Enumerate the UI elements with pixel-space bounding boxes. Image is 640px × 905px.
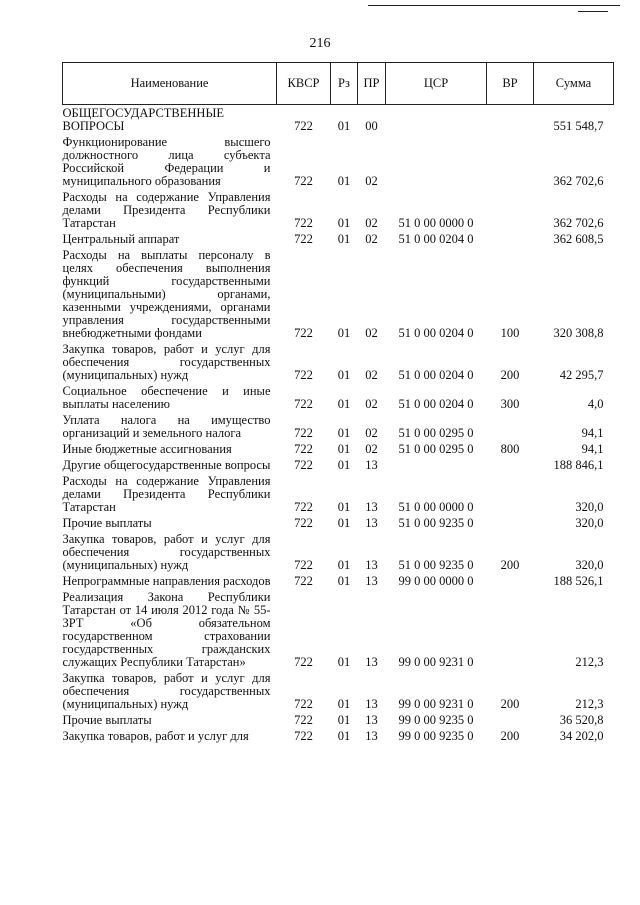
table-row xyxy=(63,341,614,383)
row-name: Реализация Закона Республики Татарстан от 14 июля 2012 года № 55-ЗРТ «Об обязательном государственном страховании государственных гражданских служащих Республики Татарстан» xyxy=(62,590,271,669)
row-sum: 94,1 xyxy=(581,442,604,456)
row-vr xyxy=(487,105,534,135)
table-row xyxy=(63,589,614,670)
row-name: Закупка товаров, работ и услуг для обеспечения государственных (муниципальных) нужд xyxy=(62,532,271,572)
row-csr: 99 0 00 0000 0 xyxy=(398,574,474,588)
row-name: Непрограммные направления расходов xyxy=(62,574,271,588)
row-pr: 13 xyxy=(365,516,378,530)
table-row xyxy=(63,457,614,473)
header-name: Наименование xyxy=(63,63,277,105)
row-csr: 51 0 00 0204 0 xyxy=(398,397,474,411)
row-csr: 51 0 00 9235 0 xyxy=(398,558,474,572)
row-kvsr: 722 xyxy=(294,174,313,188)
table-row xyxy=(63,573,614,589)
row-csr xyxy=(386,134,487,189)
row-name: Расходы на выплаты персоналу в целях обеспечения выполнения функций государственными (муниципальными) органами, казенными учреждениями, органами управления государственными внебюджетными фондами xyxy=(62,248,271,340)
row-vr xyxy=(487,134,534,189)
row-csr: 51 0 00 0000 0 xyxy=(398,500,474,514)
row-pr: 02 xyxy=(365,232,378,246)
row-sum: 212,3 xyxy=(575,655,604,669)
row-vr: 200 xyxy=(500,697,520,711)
row-pr: 02 xyxy=(365,326,378,340)
page-number: 216 xyxy=(309,36,331,51)
row-name: Другие общегосударственные вопросы xyxy=(62,458,271,472)
table-row xyxy=(63,441,614,457)
row-kvsr: 722 xyxy=(294,713,313,727)
row-sum: 320,0 xyxy=(575,516,604,530)
row-rz: 01 xyxy=(337,326,351,340)
row-name: Расходы на содержание Управления делами Президента Республики Татарстан xyxy=(62,474,271,514)
row-csr: 99 0 00 9231 0 xyxy=(398,697,474,711)
row-sum: 188 526,1 xyxy=(553,574,604,588)
budget-table xyxy=(62,62,614,744)
row-vr: 200 xyxy=(500,558,520,572)
row-rz: 01 xyxy=(337,655,351,669)
row-rz: 01 xyxy=(337,119,351,133)
row-name: Закупка товаров, работ и услуг для обеспечения государственных (муниципальных) нужд xyxy=(62,671,271,711)
row-name: ОБЩЕГОСУДАРСТВЕННЫЕ ВОПРОСЫ xyxy=(62,106,224,133)
row-pr: 13 xyxy=(365,697,378,711)
table-row xyxy=(63,247,614,341)
row-vr: 800 xyxy=(500,442,520,456)
row-sum: 362 702,6 xyxy=(553,174,604,188)
row-rz: 01 xyxy=(337,500,351,514)
header-kvsr: КВСР xyxy=(277,63,331,105)
row-name: Социальное обеспечение и иные выплаты населению xyxy=(62,384,271,411)
row-csr: 51 0 00 9235 0 xyxy=(398,516,474,530)
table-row xyxy=(63,412,614,441)
table-row xyxy=(63,134,614,189)
table-row xyxy=(63,189,614,231)
row-name: Расходы на содержание Управления делами Президента Республики Татарстан xyxy=(62,190,271,230)
row-pr: 02 xyxy=(365,174,378,188)
row-kvsr: 722 xyxy=(294,558,313,572)
row-pr: 13 xyxy=(365,574,378,588)
row-csr: 99 0 00 9235 0 xyxy=(398,713,474,727)
row-csr: 99 0 00 9231 0 xyxy=(398,655,474,669)
row-kvsr: 722 xyxy=(294,442,313,456)
row-sum: 188 846,1 xyxy=(553,458,604,472)
row-vr: 200 xyxy=(500,729,520,743)
row-kvsr: 722 xyxy=(294,397,313,411)
row-vr xyxy=(487,573,534,589)
row-rz: 01 xyxy=(337,174,351,188)
row-rz: 01 xyxy=(337,516,351,530)
row-sum: 36 520,8 xyxy=(559,713,604,727)
row-sum: 551 548,7 xyxy=(553,119,604,133)
row-vr xyxy=(487,231,534,247)
row-rz: 01 xyxy=(337,426,351,440)
row-rz: 01 xyxy=(337,458,351,472)
row-kvsr: 722 xyxy=(294,326,313,340)
row-sum: 320,0 xyxy=(575,558,604,572)
header-sum: Сумма xyxy=(534,63,614,105)
row-name: Функционирование высшего должностного лица субъекта Российской Федерации и муниципального образования xyxy=(62,135,271,188)
row-name: Центральный аппарат xyxy=(62,232,180,246)
row-sum: 212,3 xyxy=(575,697,604,711)
table-body xyxy=(63,105,614,745)
row-name: Закупка товаров, работ и услуг для обеспечения государственных (муниципальных) нужд xyxy=(62,342,271,382)
row-kvsr: 722 xyxy=(294,500,313,514)
row-name: Иные бюджетные ассигнования xyxy=(62,442,232,456)
row-pr: 02 xyxy=(365,368,378,382)
row-kvsr: 722 xyxy=(294,232,313,246)
row-rz: 01 xyxy=(337,558,351,572)
row-pr: 13 xyxy=(365,655,378,669)
row-pr: 02 xyxy=(365,426,378,440)
row-csr: 51 0 00 0204 0 xyxy=(398,232,474,246)
row-sum: 94,1 xyxy=(581,426,604,440)
row-kvsr: 722 xyxy=(294,368,313,382)
row-kvsr: 722 xyxy=(294,516,313,530)
row-name: Уплата налога на имущество организаций и земельного налога xyxy=(62,413,271,440)
row-kvsr: 722 xyxy=(294,655,313,669)
row-kvsr: 722 xyxy=(294,216,313,230)
row-csr: 51 0 00 0204 0 xyxy=(398,326,474,340)
row-sum: 34 202,0 xyxy=(559,729,604,743)
row-pr: 02 xyxy=(365,442,378,456)
row-pr: 13 xyxy=(365,558,378,572)
row-kvsr: 722 xyxy=(294,119,313,133)
row-csr: 51 0 00 0295 0 xyxy=(398,442,474,456)
table-row xyxy=(63,712,614,728)
row-rz: 01 xyxy=(337,232,351,246)
row-rz: 01 xyxy=(337,397,351,411)
row-rz: 01 xyxy=(337,442,351,456)
row-kvsr: 722 xyxy=(294,574,313,588)
row-rz: 01 xyxy=(337,729,351,743)
table-header-row xyxy=(63,63,614,105)
row-rz: 01 xyxy=(337,574,351,588)
row-vr xyxy=(487,189,534,231)
row-sum: 362 608,5 xyxy=(553,232,604,246)
row-pr: 02 xyxy=(365,216,378,230)
header-rz: Рз xyxy=(331,63,358,105)
row-csr: 99 0 00 9235 0 xyxy=(398,729,474,743)
table-row xyxy=(63,105,614,135)
row-rz: 01 xyxy=(337,216,351,230)
table-row xyxy=(63,515,614,531)
row-csr xyxy=(386,457,487,473)
row-kvsr: 722 xyxy=(294,458,313,472)
row-name: Закупка товаров, работ и услуг для xyxy=(62,729,249,743)
row-rz: 01 xyxy=(337,713,351,727)
row-vr xyxy=(487,589,534,670)
table-row xyxy=(63,531,614,573)
row-vr xyxy=(487,457,534,473)
row-kvsr: 722 xyxy=(294,729,313,743)
row-sum: 4,0 xyxy=(587,397,604,411)
top-rule xyxy=(368,5,620,6)
table-row xyxy=(63,383,614,412)
row-pr: 00 xyxy=(365,119,378,133)
row-name: Прочие выплаты xyxy=(62,713,152,727)
top-rule-short xyxy=(578,11,608,12)
row-rz: 01 xyxy=(337,368,351,382)
row-vr xyxy=(487,515,534,531)
row-csr: 51 0 00 0295 0 xyxy=(398,426,474,440)
row-vr xyxy=(487,473,534,515)
row-sum: 362 702,6 xyxy=(553,216,604,230)
row-vr xyxy=(487,712,534,728)
row-name: Прочие выплаты xyxy=(62,516,152,530)
table-row xyxy=(63,473,614,515)
row-csr: 51 0 00 0204 0 xyxy=(398,368,474,382)
row-pr: 02 xyxy=(365,397,378,411)
row-csr: 51 0 00 0000 0 xyxy=(398,216,474,230)
row-sum: 320 308,8 xyxy=(553,326,604,340)
header-pr: ПР xyxy=(358,63,386,105)
header-csr: ЦСР xyxy=(386,63,487,105)
row-pr: 13 xyxy=(365,458,378,472)
row-pr: 13 xyxy=(365,713,378,727)
row-pr: 13 xyxy=(365,500,378,514)
row-csr xyxy=(386,105,487,135)
row-pr: 13 xyxy=(365,729,378,743)
row-sum: 320,0 xyxy=(575,500,604,514)
row-rz: 01 xyxy=(337,697,351,711)
row-sum: 42 295,7 xyxy=(559,368,604,382)
table-row xyxy=(63,231,614,247)
header-vr: ВР xyxy=(487,63,534,105)
row-kvsr: 722 xyxy=(294,697,313,711)
table-row xyxy=(63,670,614,712)
row-vr: 300 xyxy=(500,397,520,411)
table-row xyxy=(63,728,614,744)
row-vr xyxy=(487,412,534,441)
row-vr: 100 xyxy=(500,326,520,340)
row-vr: 200 xyxy=(500,368,520,382)
row-kvsr: 722 xyxy=(294,426,313,440)
